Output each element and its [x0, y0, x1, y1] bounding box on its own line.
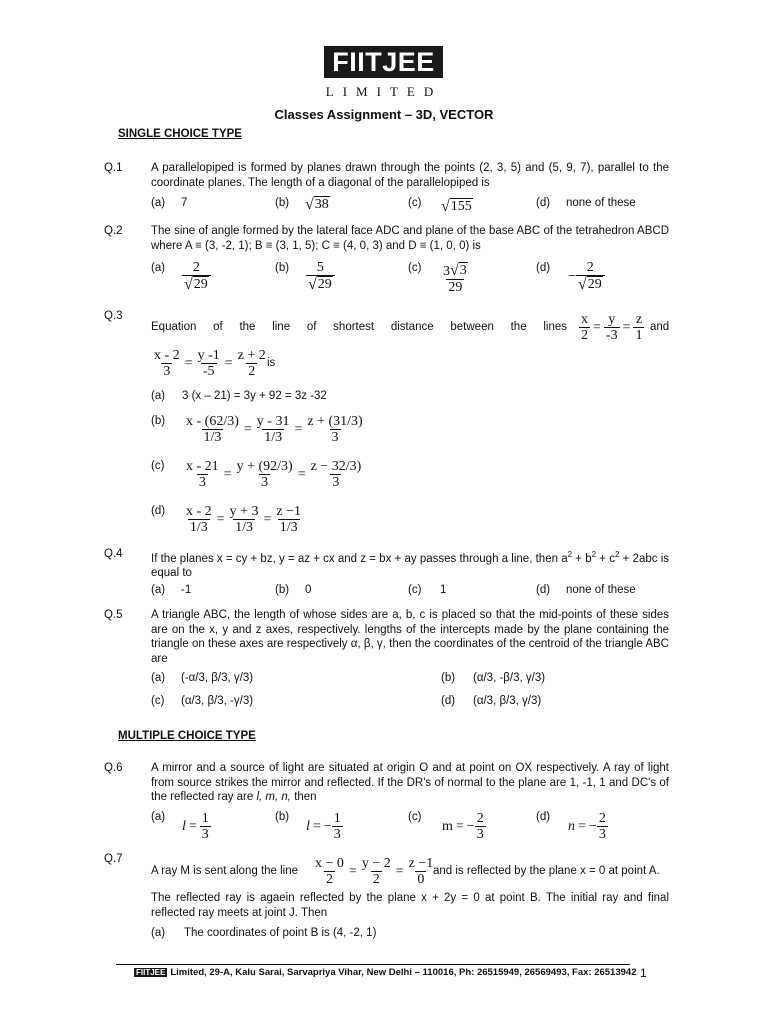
numerator: z −1: [408, 856, 434, 871]
page-title: Classes Assignment – 3D, VECTOR: [274, 107, 494, 122]
radicand: 29: [317, 277, 332, 292]
option-label: (c): [408, 584, 422, 596]
option-label: (c): [408, 811, 422, 823]
option-c: 1: [440, 584, 447, 596]
numerator: 2: [586, 260, 594, 275]
option-a: (-α/3, β/3, γ/3): [181, 672, 254, 684]
numerator: x - (62/3): [186, 414, 239, 429]
text-part: then: [291, 791, 317, 803]
denominator: 3: [331, 430, 339, 445]
option-a: [182, 260, 211, 293]
variable: n: [568, 818, 575, 834]
superscript: 2: [567, 550, 573, 559]
option-b: l = − $\frac{1}{3}$: [306, 811, 341, 842]
option-label: (b): [275, 584, 290, 596]
numerator: y -1: [197, 348, 220, 363]
option-label: (b): [151, 415, 166, 427]
question-number: Q.7: [104, 853, 123, 865]
numerator: 2: [192, 260, 200, 275]
denominator: 3: [598, 827, 606, 842]
denominator: 1/3: [264, 430, 283, 445]
option-b: (α/3, -β/3, γ/3): [473, 672, 546, 684]
question-text: Equation of the line of shortest distance between the lines: [151, 321, 567, 333]
denominator: 2: [325, 872, 333, 887]
sqrt-symbol: √: [577, 276, 587, 293]
coefficient: 3: [443, 264, 450, 279]
section-multiple-choice: MULTIPLE CHOICE TYPE: [118, 730, 256, 742]
sign: −: [466, 818, 475, 834]
option-label: (a): [151, 390, 166, 402]
option-a: l = $\frac{1}{3}$: [182, 811, 209, 842]
option-label: (a): [151, 811, 166, 823]
question-text: [151, 548, 669, 581]
numerator: z + 2: [237, 348, 266, 363]
variable: l: [306, 818, 310, 834]
fiitjee-logo: FIITJEE: [324, 46, 443, 78]
numerator: y + 3: [229, 504, 259, 519]
radicand: 29: [587, 277, 602, 292]
option-label: (d): [536, 584, 551, 596]
option-c: [441, 262, 470, 295]
text-part: A mirror and a source of light are situated at origin O and at point on OX respectively. A ray of light from source strikes the mirror and reflected. If the DR's of normal to the plane are 1, -1, 1 and DC's of the reflected ray are: [151, 762, 669, 803]
question-number: Q.4: [104, 548, 123, 560]
numerator: 2: [476, 811, 484, 826]
option-d: $\frac{x - 2}{1/3}$ = $\frac{y + 3}{1/3}$ = $\frac{z -1}{1/3}$: [186, 504, 301, 535]
denominator: 1/3: [189, 520, 208, 535]
denominator: 3: [476, 827, 484, 842]
numerator: z: [635, 312, 643, 327]
denominator: 1: [635, 328, 643, 343]
question-text: A ray M is sent along the line: [151, 865, 299, 877]
option-b: $\frac{x - (62/3)}{1/3}$ = $\frac{y - 31}{1/3}$ = $\frac{z + (31/3)}{3}$: [186, 414, 363, 445]
question-text: The reflected ray is agaein reflected by the plane x + 2y = 0 at point B. The initial ray and final reflected ray meets at joint J. Then: [151, 892, 669, 919]
option-d: none of these: [566, 197, 636, 209]
option-label: (a): [151, 672, 166, 684]
numerator: y − 2: [361, 856, 391, 871]
radicand: 29: [193, 277, 208, 292]
option-a: 3 (x – 21) = 3y + 92 = 3z -32: [182, 390, 327, 402]
sign: −: [323, 818, 332, 834]
numerator: y: [608, 312, 616, 327]
option-label: (b): [441, 672, 456, 684]
sqrt-symbol: √: [308, 276, 317, 293]
numerator: 1: [333, 811, 341, 826]
is-text: is: [267, 357, 276, 369]
footer-text: [134, 967, 636, 978]
numerator: x: [581, 312, 588, 327]
limited-label: LIMITED: [325, 84, 443, 99]
option-c: m = − $\frac{2}{3}$: [442, 811, 484, 842]
numerator: x - 2: [154, 348, 180, 363]
option-b: 0: [305, 584, 312, 596]
radicand: 3: [459, 263, 467, 278]
variable: m: [442, 818, 453, 834]
footer-logo: FIITJEE: [136, 968, 166, 977]
question-number: Q.1: [104, 162, 123, 174]
numerator: y + (92/3): [236, 459, 293, 474]
superscript: 2: [614, 550, 620, 559]
sqrt-symbol: √: [450, 262, 459, 279]
option-label: (d): [536, 197, 551, 209]
variables: l, m, n,: [256, 791, 291, 803]
option-d: n = − $\frac{2}{3}$: [568, 811, 606, 842]
numerator: y - 31: [256, 414, 290, 429]
question-text: and is reflected by the plane x = 0 at point A.: [433, 865, 660, 877]
question-text: The sine of angle formed by the lateral face ADC and plane of the base ABC of the tetrahedron ABCD where A ≡ (3, -2, 1); B ≡ (3, 1, 5); C ≡ (4, 0, 3) and D ≡ (1, 0, 0) is: [151, 225, 669, 252]
denominator: 2: [581, 328, 588, 343]
question-text: A triangle ABC, the length of whose sides are a, b, c is placed so that the mid-points of these sides are on the x, y and z axes, respectively. lengths of the intercepts made by the plane containing the triangle on these axes are respectively α, β, γ, then the coordinates of the centroid of the triangle ABC are: [151, 609, 669, 665]
denominator: 1/3: [279, 520, 298, 535]
superscript: 2: [591, 550, 597, 559]
sign: −: [588, 818, 597, 834]
option-d: [568, 260, 605, 293]
denominator: 0: [417, 872, 425, 887]
numerator: 2: [598, 811, 606, 826]
denominator: -3: [605, 328, 618, 343]
option-b: [305, 196, 330, 214]
text-part: + c: [596, 552, 615, 565]
option-c: $\frac{x - 21}{3}$ = $\frac{y + (92/3)}{3}$ = $\frac{z - 32/3)}{3}$: [186, 459, 362, 490]
footer-divider: [116, 964, 630, 965]
numerator: x - 21: [186, 459, 219, 474]
denominator: 3: [198, 475, 206, 490]
option-label: (c): [408, 197, 422, 209]
option-label: (c): [408, 262, 422, 274]
option-a: -1: [181, 584, 192, 596]
line-1-equation: $\frac{x}{2}$ = $\frac{y}{-3}$ = $\frac{z}{1}$: [581, 312, 643, 343]
numerator: 5: [316, 260, 324, 275]
option-b: [306, 260, 335, 293]
section-single-choice: SINGLE CHOICE TYPE: [118, 128, 242, 140]
denominator: -5: [202, 364, 215, 379]
numerator: x − 0: [315, 856, 344, 871]
option-label: (d): [151, 505, 166, 517]
denominator: 2: [372, 872, 380, 887]
denominator: 3: [332, 475, 340, 490]
sqrt-symbol: √: [184, 276, 193, 293]
numerator: z − 32/3): [310, 459, 362, 474]
option-a: The coordinates of point B is (4, -2, 1): [184, 927, 377, 939]
text-part: If the planes x = cy + bz, y = az + cx and z = bx + ay passes through a line, then a: [151, 552, 568, 565]
question-text: [151, 761, 669, 805]
sqrt-symbol: √: [305, 196, 314, 213]
option-label: (a): [151, 584, 166, 596]
question-number: Q.2: [104, 225, 123, 237]
option-label: (b): [275, 262, 290, 274]
option-label: (d): [441, 695, 456, 707]
option-label: (d): [536, 811, 551, 823]
option-label: (a): [151, 197, 166, 209]
option-c: (α/3, β/3, -γ/3): [181, 695, 254, 707]
option-label: (b): [275, 811, 290, 823]
question-number: Q.6: [104, 762, 123, 774]
denominator: 3: [333, 827, 341, 842]
denominator: 29: [448, 280, 463, 295]
denominator: 1/3: [203, 430, 222, 445]
page-number: 1: [640, 966, 647, 980]
sqrt-symbol: √: [441, 198, 450, 215]
question-number: Q.3: [104, 310, 123, 322]
denominator: 2: [248, 364, 256, 379]
question-text: A parallelopiped is formed by planes drawn through the points (2, 3, 5) and (5, 9, 7), parallel to the coordinate planes. The length of a diagonal of the parallelopiped is: [151, 162, 669, 189]
and-text: and: [650, 321, 670, 333]
option-label: (c): [151, 695, 165, 707]
minus-sign: −: [568, 268, 576, 284]
line-2-equation: $\frac{x - 2}{3}$ = $\frac{y -1}{-5}$ = $\frac{z + 2}{2}$: [154, 348, 266, 379]
footer-address: Limited, 29-A, Kalu Sarai, Sarvapriya Vihar, New Delhi – 110016, Ph: 26515949, 26569493, Fax: 26513942: [170, 967, 637, 978]
numerator: z −1: [276, 504, 301, 519]
text-part: + b: [572, 552, 592, 565]
denominator: 1/3: [235, 520, 253, 535]
denominator: 3: [261, 475, 269, 490]
option-a: 7: [181, 197, 188, 209]
option-label: (a): [151, 927, 166, 939]
radicand: 155: [450, 199, 472, 214]
variable: l: [182, 818, 186, 834]
denominator: 3: [201, 827, 209, 842]
numerator: x - 2: [186, 504, 212, 519]
option-d: none of these: [566, 584, 636, 596]
option-c: [441, 198, 473, 216]
option-label: (d): [536, 262, 551, 274]
radicand: 38: [314, 197, 329, 212]
option-label: (c): [151, 460, 165, 472]
text-part: + 2abc is equal to: [151, 552, 670, 580]
option-label: (a): [151, 262, 166, 274]
option-d: (α/3, β/3, γ/3): [473, 695, 542, 707]
numerator: 1: [201, 811, 209, 826]
numerator: z + (31/3): [307, 414, 363, 429]
denominator: 3: [163, 364, 171, 379]
option-label: (b): [275, 197, 290, 209]
line-equation: $\frac{x - 0}{2}$ = $\frac{y - 2}{2}$ = $\frac{z -1}{0}$: [315, 856, 434, 887]
question-number: Q.5: [104, 609, 123, 621]
